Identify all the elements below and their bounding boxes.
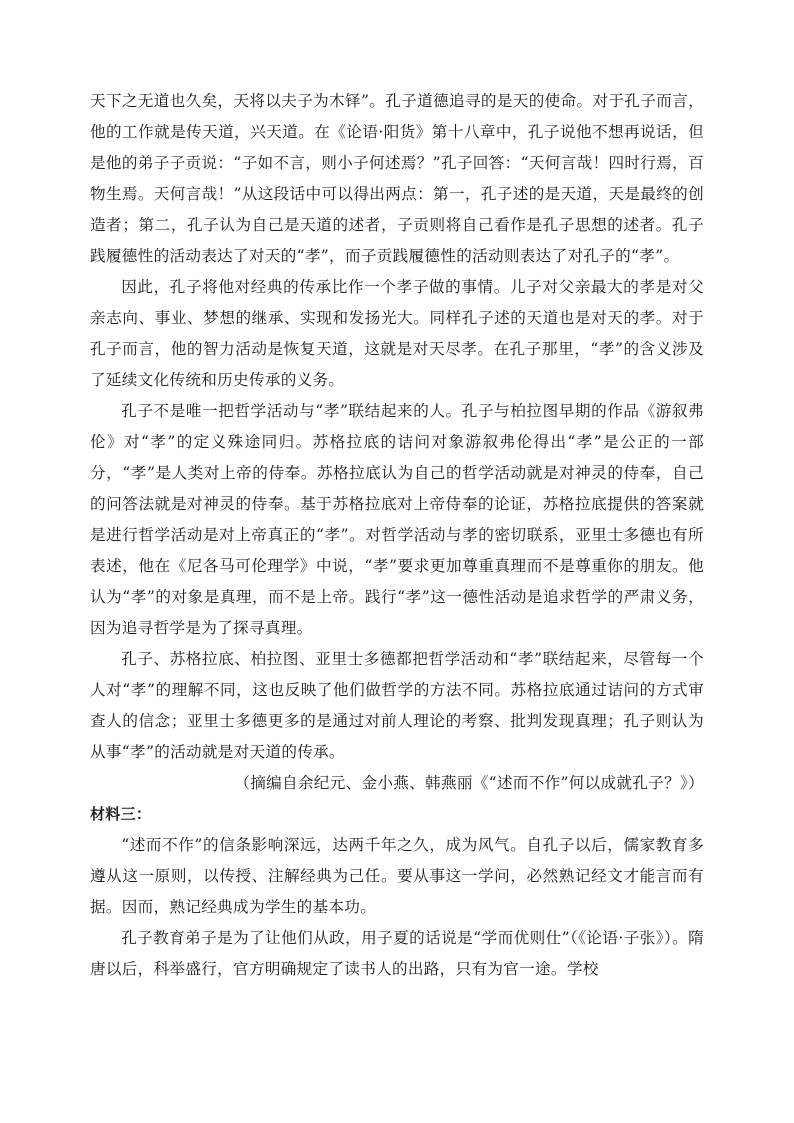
source-citation: （摘编自余纪元、金小燕、韩燕丽《“述而不作”何以成就孔子？》） bbox=[234, 774, 704, 792]
paragraph-5: “述而不作”的信条影响深远，达两千年之久，成为风气。自孔子以后，儒家教育多遵从这一原则，以传授、注解经典为己任。要从事这一学问，必然熟记经文才能言而有据。因而，熟记经典成为学生的基本功。 bbox=[90, 836, 704, 916]
section-heading: 材料三： bbox=[90, 805, 152, 823]
document-page bbox=[90, 86, 704, 985]
paragraph-2: 因此，孔子将他对经典的传承比作一个孝子做的事情。儿子对父亲最大的孝是对父亲志向、事业、梦想的继承、实现和发扬光大。同样孔子述的天道也是对天的孝。对于孔子而言，他的智力活动是恢复天道，这就是对天尽孝。在孔子那里，“孝”的含义涉及了延续文化传统和历史传承的义务。 bbox=[90, 278, 704, 389]
paragraph-3: 孔子不是唯一把哲学活动与“孝”联结起来的人。孔子与柏拉图早期的作品《游叙弗伦》对“孝”的定义殊途同归。苏格拉底的诘问对象游叙弗伦得出“孝”是公正的一部分，“孝”是人类对上帝的侍奉。苏格拉底认为自己的哲学活动就是对神灵的侍奉，自己的问答法就是对神灵的侍奉。基于苏格拉底对上帝侍奉的论证，苏格拉底提供的答案就是进行哲学活动是对上帝真正的“孝”。对哲学活动与孝的密切联系，亚里士多德也有所表述，他在《尼各马可伦理学》中说，“孝”要求更加尊重真理而不是尊重你的朋友。他认为“孝”的对象是真理，而不是上帝。践行“孝”这一德性活动是追求哲学的严肃义务，因为追寻哲学是为了探寻真理。 bbox=[90, 402, 704, 637]
paragraph-4: 孔子、苏格拉底、柏拉图、亚里士多德都把哲学活动和“孝”联结起来，尽管每一个人对“孝”的理解不同，这也反映了他们做哲学的方法不同。苏格拉底通过诘问的方式审查人的信念；亚里士多德更多的是通过对前人理论的考察、批判发现真理；孔子则认为从事“孝”的活动就是对天道的传承。 bbox=[90, 650, 704, 761]
paragraph-6: 孔子教育弟子是为了让他们从政，用子夏的话说是“学而优则仕”（《论语·子张》）。隋唐以后，科举盛行，官方明确规定了读书人的出路，只有为官一途。学校 bbox=[90, 929, 704, 978]
paragraph-1: 天下之无道也久矣，天将以夫子为木铎”。孔子道德追寻的是天的使命。对于孔子而言，他的工作就是传天道，兴天道。在《论语·阳货》第十八章中，孔子说他不想再说话，但是他的弟子子贡说：“子如不言，则小子何述焉？”孔子回答：“天何言哉！四时行焉，百物生焉。天何言哉！”从这段话中可以得出两点：第一，孔子述的是天道，天是最终的创造者；第二，孔子认为自己是天道的述者，子贡则将自己看作是孔子思想的述者。孔子践履德性的活动表达了对天的“孝”，而子贡践履德性的活动则表达了对孔子的“孝”。 bbox=[90, 92, 704, 265]
